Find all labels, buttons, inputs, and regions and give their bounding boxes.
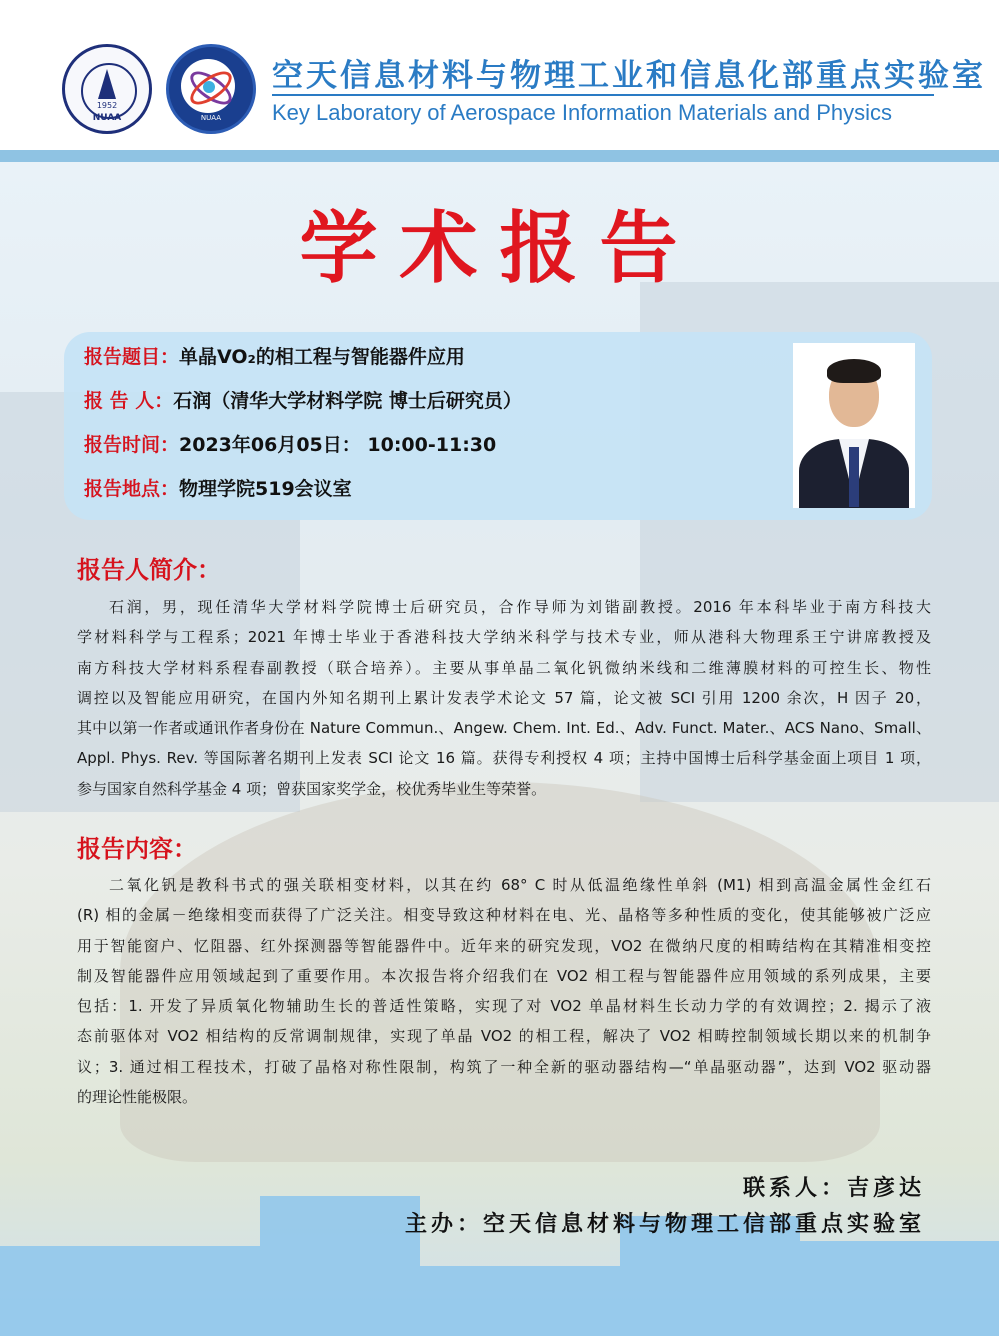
topic-value: 单晶VO₂的相工程与智能器件应用: [179, 346, 465, 368]
paragraph-line: 议；3. 通过相工程技术，打破了晶格对称性限制，构筑了一种全新的驱动器结构—“单晶驱动器”，达到 VO2 驱动器: [77, 1057, 931, 1076]
skyline-silhouette: [0, 1246, 260, 1336]
nuaa-logo: [62, 44, 152, 134]
paragraph-line: 的理论性能极限。: [77, 1088, 198, 1107]
speaker-value: 石润（清华大学材料学院 博士后研究员）: [173, 390, 522, 412]
paragraph-line: 学材料科学与工程系；2021 年博士毕业于香港科技大学纳米科学与技术专业，师从港科大物理系王宁讲席教授及: [77, 628, 931, 647]
photo-hair: [827, 359, 881, 383]
skyline-silhouette: [420, 1266, 620, 1336]
place-value: 物理学院519会议室: [179, 478, 352, 500]
content-paragraph: [77, 870, 931, 1112]
contact-person: 联系人：吉彦达: [742, 1175, 925, 1201]
topic-row: [84, 342, 465, 369]
speaker-photo: [793, 343, 915, 508]
speaker-label: 报 告 人：: [84, 390, 174, 412]
logo-abbr: NUAA: [92, 113, 122, 123]
paragraph-line: 参与国家自然科学基金 4 项；曾获国家奖学金，校优秀毕业生等荣誉。: [77, 779, 547, 798]
paragraph-line: 制及智能器件应用领域起到了重要作用。本次报告将介绍我们在 VO2 相工程与智能器件应用领域的系列成果，主要: [77, 966, 931, 985]
lab-title-cn: 空天信息材料与物理工业和信息化部重点实验室: [272, 58, 986, 94]
paragraph-line: Appl. Phys. Rev. 等国际著名期刊上发表 SCI 论文 16 篇。获得专利授权 4 项；主持中国博士后科学基金面上项目 1 项，: [77, 749, 931, 768]
lab-logo-abbr: NUAA: [200, 114, 222, 122]
paragraph-line: 用于智能窗户、忆阻器、红外探测器等智能器件中。近年来的研究发现，VO2 在微纳尺度的相畴结构在其精准相变控: [77, 936, 931, 955]
content-heading: 报告内容：: [77, 835, 197, 863]
photo-tie: [849, 447, 859, 507]
title-divider: [272, 94, 934, 96]
bio-heading: 报告人简介：: [77, 556, 221, 584]
header: [0, 0, 999, 150]
speaker-row: [84, 386, 522, 413]
paragraph-line: (R) 相的金属－绝缘相变而获得了广泛关注。相变导致这种材料在电、光、晶格等多种性质的变化，使其能够被广泛应: [77, 906, 931, 925]
paragraph-line: 态前驱体对 VO2 相结构的反常调制规律，实现了单晶 VO2 的相工程，解决了 VO2 相畴控制领域长期以来的机制争: [77, 1027, 931, 1046]
bio-paragraph: [77, 592, 931, 804]
paragraph-line: 二氧化钒是教科书式的强关联相变材料，以其在约 68° C 时从低温绝缘性单斜 (M1) 相到高温金属性金红石: [109, 876, 931, 894]
paragraph-line: 南方科技大学材料系程春副教授（联合培养）。主要从事单晶二氧化钒微纳米线和二维薄膜材料的可控生长、物性: [77, 658, 931, 677]
paragraph-line: 其中以第一作者或通讯作者身份在 Nature Commun.、Angew. Chem. Int. Ed.、Adv. Funct. Mater.、ACS Nano、Small、: [77, 719, 931, 738]
logo-year: 1952: [96, 101, 118, 110]
place-label: 报告地点：: [84, 478, 180, 500]
skyline-silhouette: [800, 1241, 999, 1336]
tower-icon: [98, 69, 116, 99]
time-value: 2023年06月05日： 10:00-11:30: [179, 434, 497, 456]
lab-title-en: Key Laboratory of Aerospace Information Materials and Physics: [272, 100, 892, 125]
header-stripe: [0, 150, 999, 162]
lab-logo: [166, 44, 256, 134]
paragraph-line: 石润，男，现任清华大学材料学院博士后研究员，合作导师为刘锴副教授。2016 年本科毕业于南方科技大: [109, 598, 931, 616]
place-row: [84, 474, 352, 501]
skyline-silhouette: [260, 1196, 420, 1336]
topic-label: 报告题目：: [84, 346, 180, 368]
host-organizer: 主办：空天信息材料与物理工信部重点实验室: [404, 1211, 925, 1237]
time-label: 报告时间：: [84, 434, 180, 456]
paragraph-line: 调控以及智能应用研究，在国内外知名期刊上累计发表学术论文 57 篇，论文被 SCI 引用 1200 余次，H 因子 20，: [77, 688, 931, 707]
time-row: [84, 430, 496, 457]
poster-title: 学术报告: [299, 204, 700, 294]
atom-nucleus-icon: [203, 81, 215, 93]
paragraph-line: 包括：1. 开发了异质氧化物辅助生长的普适性策略，实现了对 VO2 单晶材料生长动力学的有效调控；2. 揭示了液: [77, 997, 931, 1016]
